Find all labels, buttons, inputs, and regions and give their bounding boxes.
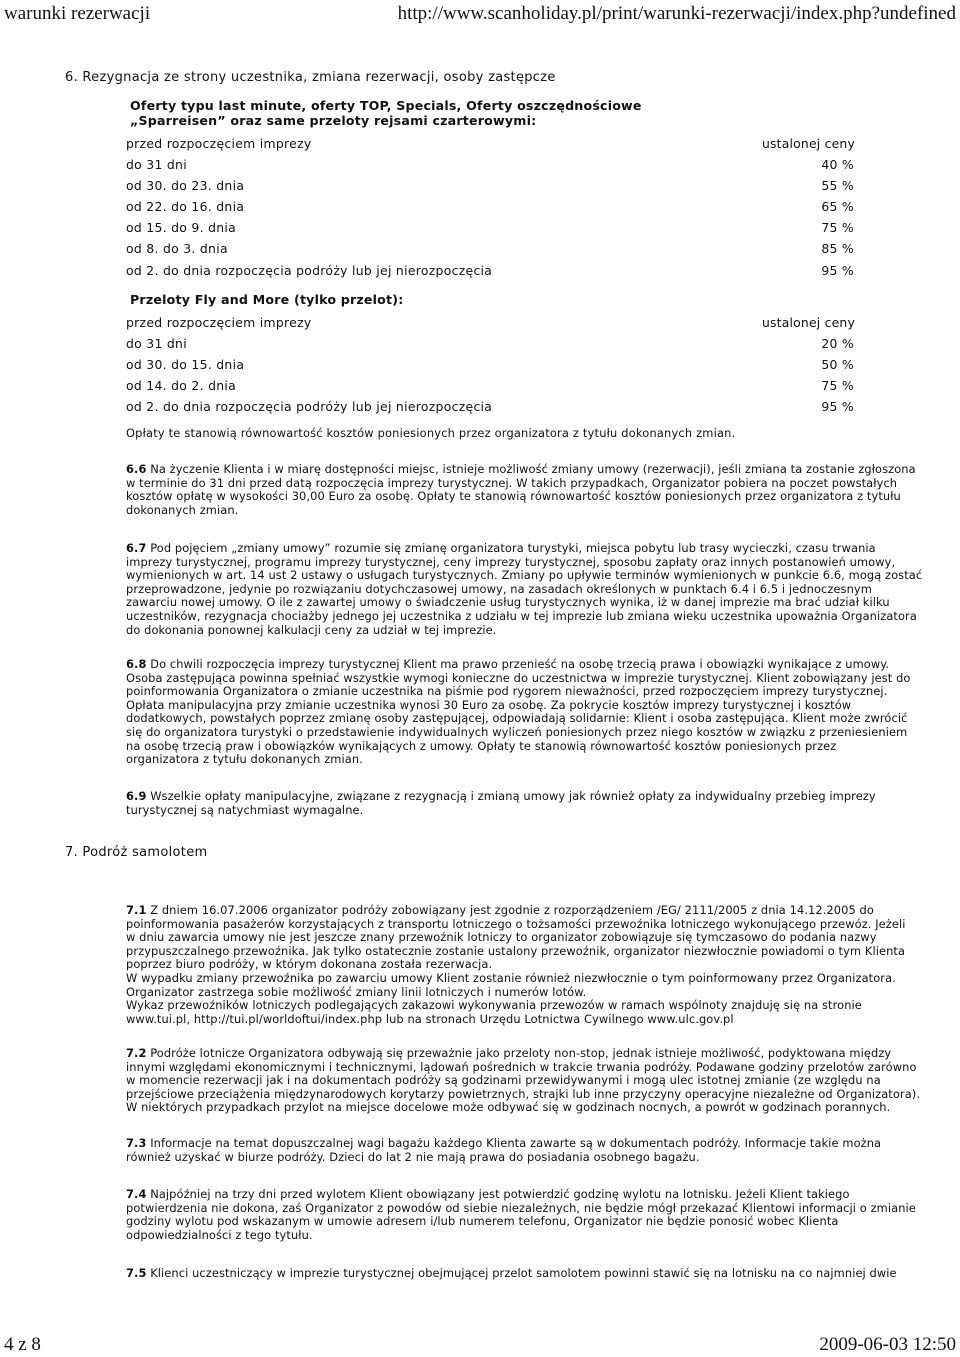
paragraph-7-4 — [126, 1187, 916, 1242]
paragraph-line: imprezy turystycznej, programu imprezy turystycznej, ceny imprezy turystycznej, sposobu zapłaty oraz innych postanowień umowy, — [126, 554, 896, 569]
paragraph-line: Podróże lotnicze Organizatora odbywają się przeważnie jako przeloty non-stop, jednak istnieje możliwość, podyktowana między — [146, 1046, 892, 1060]
table-2-head-left: przed rozpoczęciem imprezy — [126, 315, 312, 330]
paragraph-7-1 — [126, 903, 906, 1026]
paragraph-line: w dniu zawarcia umowy nie jest jeszcze znany przewoźnik lotniczy to organizator zobowiązuje się tymczasowo do podania nazwy — [126, 930, 877, 945]
paragraph-6-7 — [126, 541, 923, 637]
table-2-row-value: 50 % — [821, 357, 854, 372]
paragraph-line: Z dniem 16.07.2006 organizator podróży zobowiązany jest zgodnie z rozporządzeniem /EG/ 2111/2005 z dnia 14.12.2005 do — [146, 903, 874, 917]
table-1-row-label: do 31 dni — [126, 157, 187, 172]
paragraph-line: przypuszczalnego przewoźnika. Jak tylko ostatecznie zostanie ustalony przewoźnik, organizator niezwłocznie powiadomi o tym Klienta — [126, 943, 906, 958]
table-1-head-right: ustalonej ceny — [761, 136, 855, 151]
paragraph-7-2 — [126, 1046, 921, 1115]
table-1-row-value: 75 % — [821, 220, 854, 235]
table-1-row-value: 65 % — [821, 199, 854, 214]
paragraph-line: Opłata manipulacyjna przy zmianie uczestnika wynosi 30 Euro za osobę. Za pokrycie kosztów imprezy turystycznej i kosztów — [126, 697, 852, 712]
paragraph-line: przeprowadzone, jedynie po rozwiązaniu dotychczasowej umowy, na zasadach określonych w punktach 6.4 i 6.5 i jednoczesnym — [126, 581, 872, 596]
paragraph-line: dokonanych zmian. — [126, 502, 239, 517]
table-1-row-value: 55 % — [821, 178, 854, 193]
paragraph-line: na osobę trzecią praw i obowiązków wynikających z umowy. Opłaty te stanowią równowartość kosztów poniesionych przez — [126, 738, 837, 753]
table-1-row-label: od 2. do dnia rozpoczęcia podróży lub jej nierozpoczęcia — [126, 263, 493, 278]
print-footer-datetime: 2009-06-03 12:50 — [819, 1334, 956, 1355]
paragraph-number: 6.6 — [126, 462, 147, 476]
paragraph-number: 7.5 — [126, 1266, 147, 1280]
offers-title-line-1: Oferty typu last minute, oferty TOP, Specials, Oferty oszczędnościowe — [130, 98, 642, 113]
paragraph-6-9 — [126, 790, 896, 817]
table-1-row-value: 95 % — [821, 263, 854, 278]
flymore-title: Przeloty Fly and More (tylko przelot): — [130, 292, 404, 307]
paragraph-number: 6.9 — [126, 789, 147, 803]
paragraph-line: Wszelkie opłaty manipulacyjne, związane z rezygnacją i zmianą umowy jak również opłaty za indywidualny przebieg imprezy — [146, 789, 876, 803]
paragraph-line: organizatora z tytułu dokonanych zmian. — [126, 752, 363, 767]
paragraph-number: 7.1 — [126, 903, 147, 917]
paragraph-line: Wykaz przewoźników lotniczych podlegających zakazowi wykonywania przewozów w ramach wspólnoty znajduję się na stronie — [126, 998, 862, 1013]
table-1-row-value: 40 % — [821, 157, 854, 172]
table-1-row-label: od 8. do 3. dnia — [126, 241, 228, 256]
offers-title-line-2: „Sparreisen” oraz same przeloty rejsami czarterowymi: — [130, 113, 537, 128]
print-header-title: warunki rezerwacji — [4, 3, 151, 24]
section-6-title: 6. Rezygnacja ze strony uczestnika, zmiana rezerwacji, osoby zastępcze — [65, 70, 556, 85]
paragraph-number: 7.2 — [126, 1046, 147, 1060]
table-2-row-label: do 31 dni — [126, 336, 187, 351]
paragraph-line: W wypadku zmiany przewoźnika po zawarciu umowy Klient zostanie również niezwłocznie o tym poinformowany przez Organizatora. — [126, 970, 896, 985]
paragraph-number: 7.3 — [126, 1136, 147, 1150]
paragraph-line: w momencie rezerwacji jak i na dokumentach podróży są godzinami przewidywanymi i mogą ulec istotnej zmianie (ze względu na — [126, 1073, 881, 1088]
paragraph-line: potwierdzenia nie dokona, zaś Organizator z powodów od siebie niezależnych, nie będzie mógł przekazać Klientowi informacji o zmianie — [126, 1200, 916, 1215]
paragraph-line: godziny wylotu pod wskazanym w umowie adresem i/lub numerem telefonu, Organizator nie będzie ponosić wobec Klienta — [126, 1214, 839, 1229]
paragraph-number: 6.8 — [126, 657, 147, 671]
table-1-row-label: od 30. do 23. dnia — [126, 178, 245, 193]
paragraph-line: wymienionych w art. 14 ust 2 ustawy o usługach turystycznych. Zmiany po upływie terminów wymienionych w punkcie 6.6, mogą zostać — [126, 568, 923, 583]
fees-note: Opłaty te stanowią równowartość kosztów poniesionych przez organizatora z tytułu dokonanych zmian. — [126, 426, 736, 440]
paragraph-7-3 — [126, 1137, 896, 1164]
paragraph-line: dodatkowych, powstałych poprzez zmianę osoby zastępującej, odpowiadają solidarnie: Klient i osoba zastępująca. Klient może zwrócić — [126, 711, 908, 726]
paragraph-6-6 — [126, 462, 916, 517]
paragraph-number: 7.4 — [126, 1187, 147, 1201]
paragraph-line: poinformowania pasażerów korzystających z transportu lotniczego o tożsamości przewoźnika lotniczego wykonującego przewóz. Jeżeli — [126, 916, 906, 931]
table-2-row-value: 20 % — [821, 336, 854, 351]
paragraph-line: odpowiedzialności z tego tytułu. — [126, 1227, 313, 1242]
paragraph-6-8 — [126, 657, 911, 767]
paragraph-line: www.tui.pl, http://tui.pl/worldoftui/index.php lub na stronach Urzędu Lotnictwa Cywilnego www.ulc.gov.pl — [126, 1011, 734, 1026]
table-2-row-label: od 2. do dnia rozpoczęcia podróży lub jej nierozpoczęcia — [126, 399, 493, 414]
paragraph-line: innymi względami ekonomicznymi i technicznymi, lądowań pośrednich w trakcie trwania podróży. Podawane godziny przelotów zarówno — [126, 1059, 917, 1074]
table-2-row-label: od 30. do 15. dnia — [126, 357, 245, 372]
paragraph-line: Do chwili rozpoczęcia imprezy turystycznej Klient ma prawo przenieść na osobę trzecią prawa i obowiązki wynikające z umowy. — [146, 657, 890, 671]
paragraph-line: się do organizatora turystyki o przedstawienie indywidualnych wyliczeń poniesionych przez niego kosztów w związku z przeniesieniem — [126, 724, 908, 739]
paragraph-line: przejściowe przeciążenia międzynarodowych korytarzy powietrznych, strajki lub inne przyczyny operacyjne niezależne od Organizatora). — [126, 1086, 921, 1101]
print-header-url: http://www.scanholiday.pl/print/warunki-rezerwacji/index.php?undefined — [397, 3, 956, 24]
paragraph-line: do dokonania ponownej kalkulacji ceny za udział w tej imprezie. — [126, 622, 497, 637]
table-2-head-right: ustalonej ceny — [761, 315, 855, 330]
table-1-row-value: 85 % — [821, 241, 854, 256]
paragraph-line: uczestników, rezygnacja chociażby jednego jej uczestnika z udziału w tej imprezie lub zmiana wieku uczestnika upoważnia Organizatora — [126, 608, 917, 623]
table-2-row-value: 95 % — [821, 399, 854, 414]
paragraph-line: w terminie do 31 dni przed datą rozpoczęcia imprezy turystycznej. W takich przypadkach, Organizator pobiera na poczet powstałych — [126, 475, 898, 490]
paragraph-line: poprzez biuro podróży, w którym dokonana została rezerwacja. — [126, 957, 493, 972]
paragraph-line: również uzyskać w biurze podróży. Dzieci do lat 2 nie mają prawa do posiadania osobnego bagażu. — [126, 1149, 700, 1164]
table-1-head-left: przed rozpoczęciem imprezy — [126, 136, 312, 151]
paragraph-line: W niektórych przypadkach przylot na miejsce docelowe może odbywać się w godzinach nocnych, a powrót w godzinach porannych. — [126, 1100, 891, 1115]
paragraph-line: Informacje na temat dopuszczalnej wagi bagażu każdego Klienta zawarte są w dokumentach podróży. Informacje takie można — [146, 1136, 882, 1150]
paragraph-line: Pod pojęciem „zmiany umowy” rozumie się zmianę organizatora turystyki, miejsca pobytu lub trasy wycieczki, czasu trwania — [146, 541, 876, 555]
paragraph-line: Osoba zastępująca powinna spełniać wszystkie wymogi konieczne do uczestnictwa w imprezie turystycznej. Klient zobowiązany jest do — [126, 670, 911, 685]
section-7-title: 7. Podróż samolotem — [65, 845, 208, 860]
paragraph-7-5 — [126, 1267, 896, 1281]
table-1-row-label: od 15. do 9. dnia — [126, 220, 237, 235]
paragraph-line: zawarciu nowej umowy. O ile z zawartej umowy o świadczenie usług turystycznych wynika, iż w danej imprezie ma brać udział kilku — [126, 595, 890, 610]
paragraph-line: kosztów opłatę w wysokości 30,00 Euro za osobę. Opłaty te stanowią równowartość kosztów poniesionych przez organizatora z tytułu — [126, 489, 901, 504]
paragraph-line: Najpóźniej na trzy dni przed wylotem Klient obowiązany jest potwierdzić godzinę wylotu na lotnisku. Jeżeli Klient takiego — [146, 1187, 850, 1201]
paragraph-line: turystycznej są natychmiast wymagalne. — [126, 802, 364, 817]
paragraph-line: Klienci uczestniczący w imprezie turystycznej obejmującej przelot samolotem powinni stawić się na lotnisku na co najmniej dwie — [146, 1266, 897, 1280]
paragraph-line: Organizator zastrzega sobie możliwość zmiany linii lotniczych i numerów lotów. — [126, 984, 587, 999]
paragraph-line: poinformowania Organizatora o zmianie uczestnika na piśmie pod rygorem nieważności, przed rozpoczęciem imprezy turystycznej. — [126, 684, 888, 699]
table-1-row-label: od 22. do 16. dnia — [126, 199, 245, 214]
print-footer-page: 4 z 8 — [4, 1334, 41, 1355]
table-2-row-label: od 14. do 2. dnia — [126, 378, 237, 393]
table-2-row-value: 75 % — [821, 378, 854, 393]
paragraph-line: Na życzenie Klienta i w miarę dostępności miejsc, istnieje możliwość zmiany umowy (rezerwacji), jeśli zmiana ta zostanie zgłoszona — [146, 462, 916, 476]
paragraph-number: 6.7 — [126, 541, 147, 555]
